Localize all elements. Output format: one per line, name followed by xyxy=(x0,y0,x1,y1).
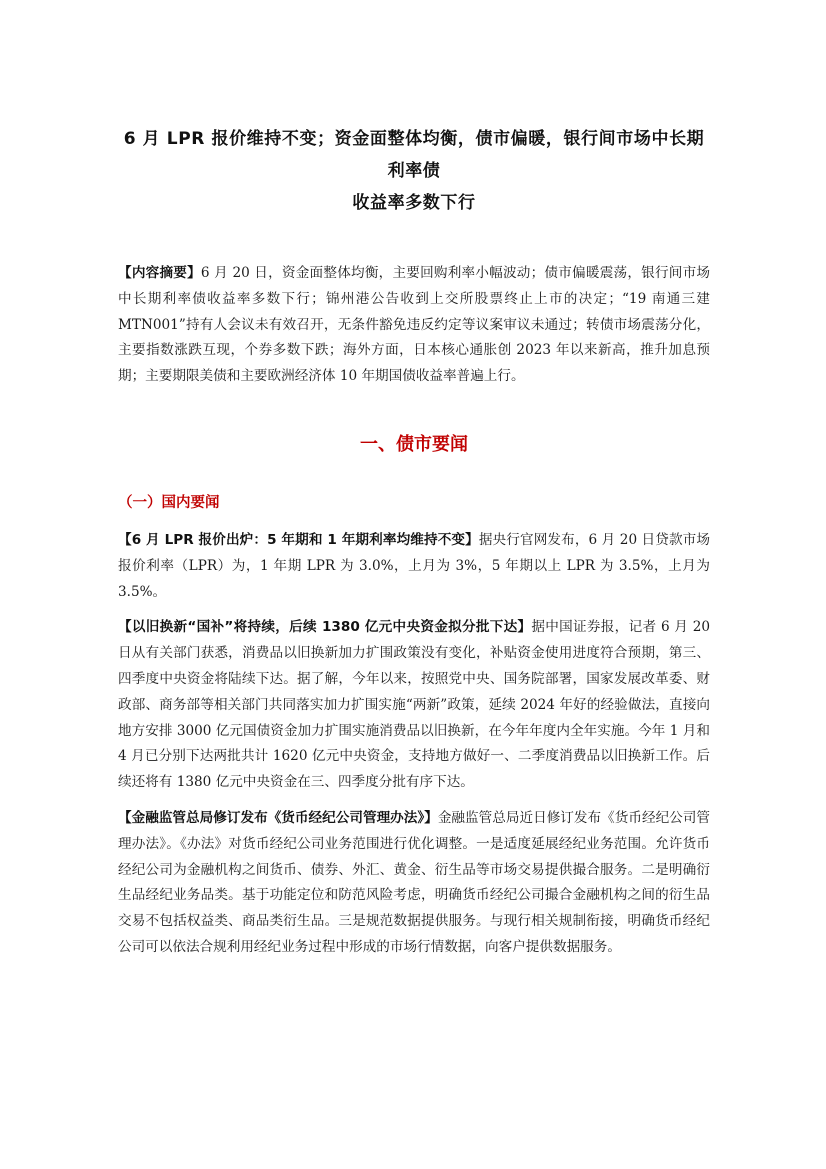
news-item-money-broker-rules xyxy=(118,806,710,961)
news-item-lpr xyxy=(118,528,710,605)
news-body: 据央行官网发布，6 月 20 日贷款市场报价利率（LPR）为，1 年期 LPR 为 3.0%，上月为 3%，5 年期以上 LPR 为 3.5%，上月为 3.5%。 xyxy=(118,531,710,600)
document-title xyxy=(118,123,710,219)
summary-paragraph xyxy=(118,261,710,390)
news-headline: 【金融监管总局修订发布《货币经纪公司管理办法》】 xyxy=(118,809,438,826)
news-headline: 【以旧换新“国补”将持续，后续 1380 亿元中央资金拟分批下达】 xyxy=(118,619,532,636)
news-headline: 【6 月 LPR 报价出炉：5 年期和 1 年期利率均维持不变】 xyxy=(118,531,479,548)
section-heading: 一、债市要闻 xyxy=(360,433,468,455)
subsection-heading: （一）国内要闻 xyxy=(118,494,220,511)
summary-label: 【内容摘要】 xyxy=(118,265,201,281)
news-body: 据中国证券报，记者 6 月 20 日从有关部门获悉，消费品以旧换新加力扩围政策没有变化，补贴资金使用进度符合预期，第三、四季度中央资金将陆续下达。据了解，今年以来，按照党中央、国务院部署，国家发展改革委、财政部、商务部等相关部门共同落实加力扩围实施“两新”政策，延续 2024 年好的经验做法，直接向地方安排 3000 亿元国债资金加力扩围实施消费品以旧换新，在今年年度内全年实施。今年 1 月和 4 月已分别下达两批共计 1620 亿元中央资金，支持地方做好一、二季度消费品以旧换新工作。后续还将有 1380 亿元中央资金在三、四季度分批有序下达。 xyxy=(118,619,710,791)
news-item-trade-in-subsidy xyxy=(118,615,710,796)
document-page xyxy=(118,0,710,961)
document-title-line-2: 收益率多数下行 xyxy=(352,193,476,213)
summary-text: 6 月 20 日，资金面整体均衡，主要回购利率小幅波动；债市偏暖震荡，银行间市场中长期利率债收益率多数下行；锦州港公告收到上交所股票终止上市的决定；“19 南通三建 MTN001”持有人会议未有效召开，无条件豁免违反约定等议案审议未通过；转债市场震荡分化，主要指数涨跌互现，个券多数下跌；海外方面，日本核心通胀创 2023 年以来新高，推升加息预期；主要期限美债和主要欧洲经济体 10 年期国债收益率普遍上行。 xyxy=(118,265,710,385)
document-title-line-1: 6 月 LPR 报价维持不变；资金面整体均衡，债市偏暖，银行间市场中长期利率债 xyxy=(123,129,705,181)
news-body: 金融监管总局近日修订发布《货币经纪公司管理办法》。《办法》对货币经纪公司业务范围进行优化调整。一是适度延展经纪业务范围。允许货币经纪公司为金融机构之间货币、债券、外汇、黄金、衍生品等市场交易提供撮合服务。二是明确衍生品经纪业务品类。基于功能定位和防范风险考虑，明确货币经纪公司撮合金融机构之间的衍生品交易不包括权益类、商品类衍生品。三是规范数据提供服务。与现行相关规制衔接，明确货币经纪公司可以依法合规利用经纪业务过程中形成的市场行情数据，向客户提供数据服务。 xyxy=(118,809,710,955)
